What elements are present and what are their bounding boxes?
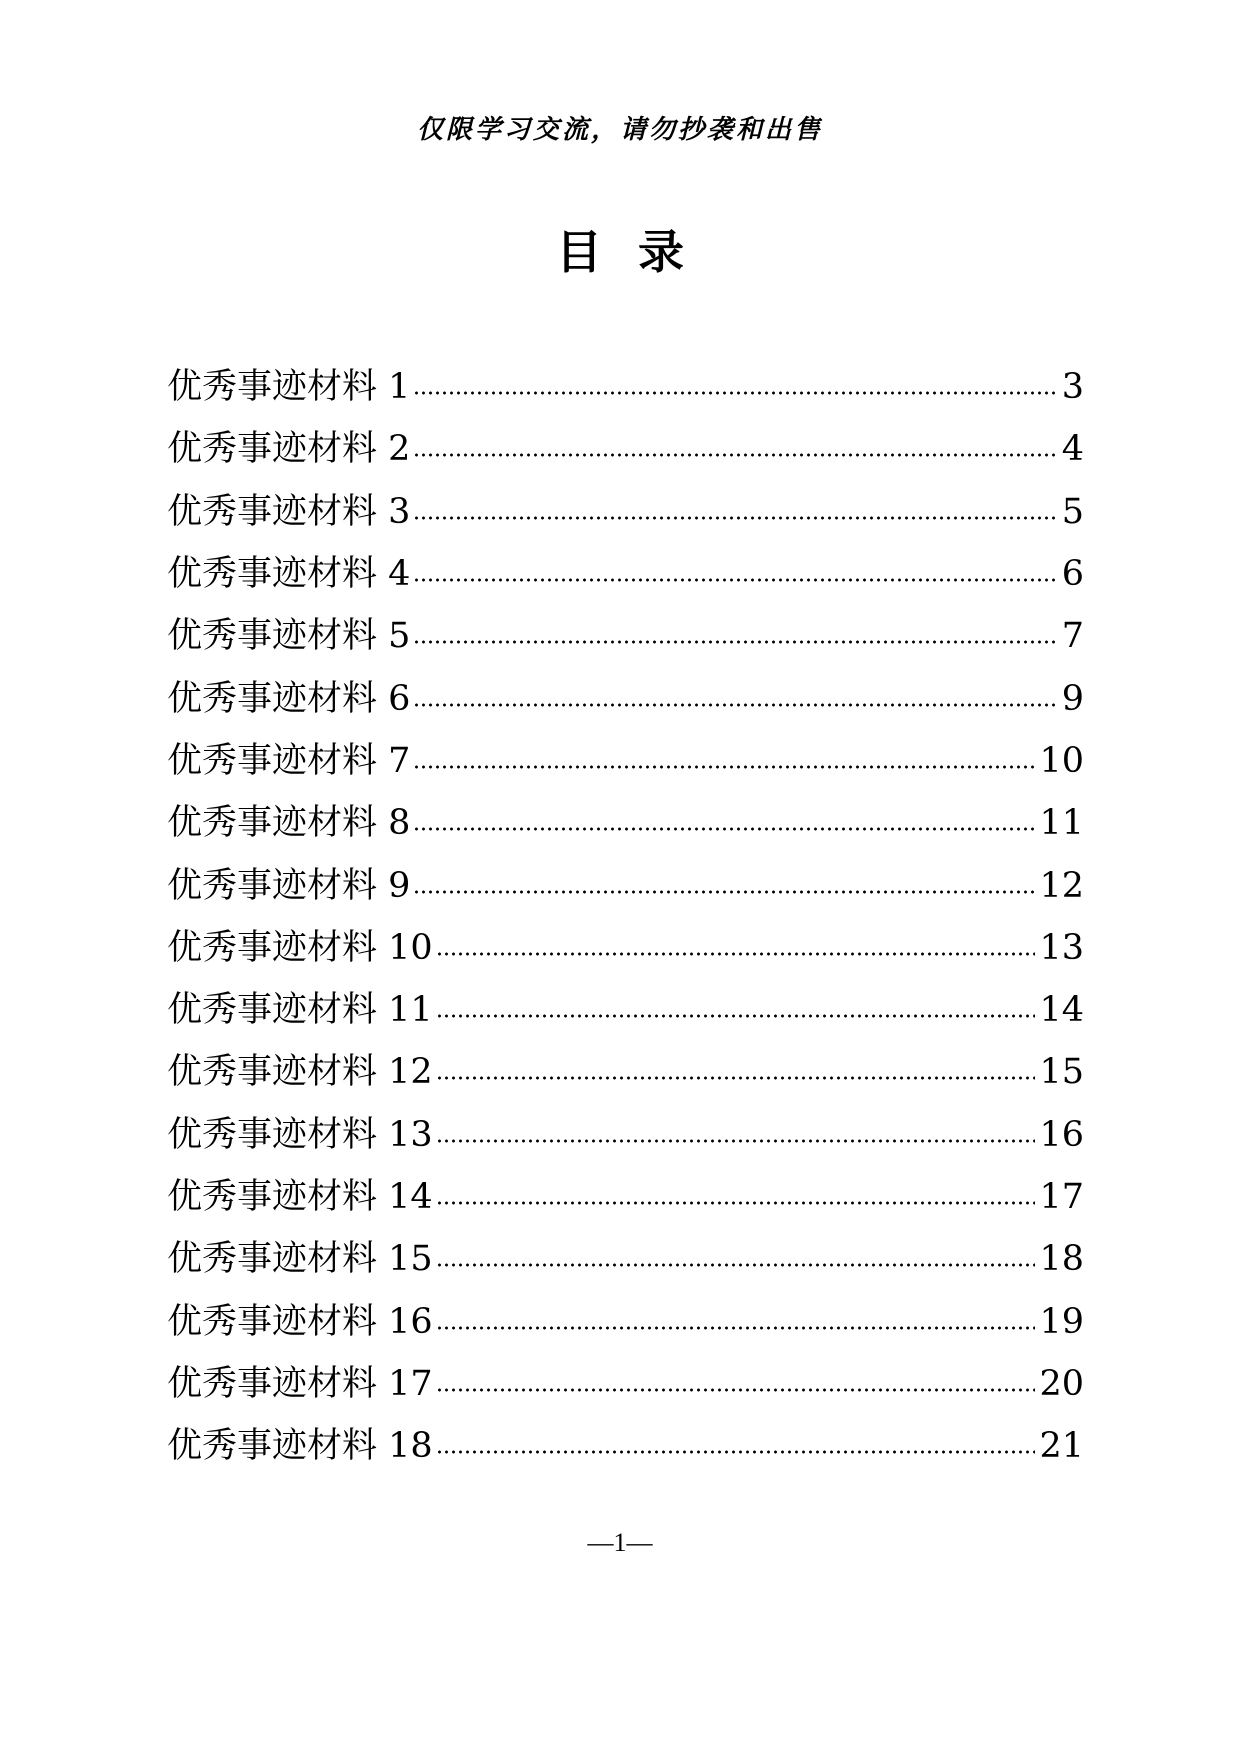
toc-leader-dots bbox=[413, 827, 1035, 831]
toc-leader-dots bbox=[436, 1076, 1036, 1080]
toc-entry[interactable] bbox=[167, 418, 1084, 480]
copyright-notice: 仅限学习交流，请勿抄袭和出售 bbox=[416, 115, 823, 145]
toc-entry[interactable] bbox=[167, 1415, 1084, 1477]
toc-entry-page: 4 bbox=[1061, 429, 1084, 470]
toc-entry-page: 21 bbox=[1039, 1426, 1084, 1467]
toc-leader-dots bbox=[436, 1388, 1036, 1392]
toc-entry[interactable] bbox=[167, 917, 1084, 979]
toc-leader-dots bbox=[436, 1201, 1036, 1205]
toc-entry-label: 优秀事迹材料 1 bbox=[167, 367, 411, 408]
toc-entry-page: 13 bbox=[1039, 927, 1084, 968]
toc-entry[interactable] bbox=[167, 730, 1084, 792]
toc-entry-label: 优秀事迹材料 15 bbox=[167, 1239, 433, 1280]
toc-entry-label: 优秀事迹材料 7 bbox=[167, 740, 411, 781]
toc-entry-page: 15 bbox=[1039, 1052, 1084, 1093]
toc-leader-dots bbox=[413, 703, 1057, 707]
toc-entry[interactable] bbox=[167, 356, 1084, 418]
toc-entry-page: 18 bbox=[1039, 1239, 1084, 1280]
toc-entry-page: 10 bbox=[1039, 740, 1084, 781]
toc-leader-dots bbox=[413, 453, 1057, 457]
toc-entry[interactable] bbox=[167, 1290, 1084, 1352]
toc-entry-label: 优秀事迹材料 16 bbox=[167, 1301, 433, 1342]
toc-leader-dots bbox=[436, 1450, 1036, 1454]
toc-list bbox=[167, 356, 1084, 1477]
toc-entry-label: 优秀事迹材料 9 bbox=[167, 865, 411, 906]
toc-leader-dots bbox=[413, 516, 1057, 520]
toc-entry-page: 16 bbox=[1039, 1114, 1084, 1155]
toc-entry[interactable] bbox=[167, 1041, 1084, 1103]
toc-entry-label: 优秀事迹材料 8 bbox=[167, 803, 411, 844]
toc-entry-page: 5 bbox=[1061, 491, 1084, 532]
page-number: —1— bbox=[587, 1528, 653, 1557]
toc-entry[interactable] bbox=[167, 1353, 1084, 1415]
toc-entry-page: 17 bbox=[1039, 1177, 1084, 1217]
toc-entry-page: 9 bbox=[1061, 678, 1084, 719]
toc-entry-page: 20 bbox=[1039, 1363, 1084, 1404]
toc-entry-page: 6 bbox=[1061, 554, 1084, 595]
toc-leader-dots bbox=[436, 1263, 1036, 1267]
toc-entry[interactable] bbox=[167, 792, 1084, 854]
toc-entry-label: 优秀事迹材料 17 bbox=[167, 1363, 433, 1404]
toc-entry-page: 11 bbox=[1039, 803, 1084, 844]
toc-leader-dots bbox=[436, 1326, 1036, 1330]
toc-leader-dots bbox=[413, 890, 1035, 894]
toc-entry-label: 优秀事迹材料 5 bbox=[167, 616, 411, 657]
toc-entry-label: 优秀事迹材料 14 bbox=[167, 1177, 433, 1217]
toc-entry[interactable] bbox=[167, 667, 1084, 729]
toc-entry-label: 优秀事迹材料 3 bbox=[167, 491, 411, 532]
toc-entry-label: 优秀事迹材料 6 bbox=[167, 678, 411, 719]
toc-entry[interactable] bbox=[167, 979, 1084, 1041]
toc-entry-label: 优秀事迹材料 12 bbox=[167, 1052, 433, 1093]
toc-entry[interactable] bbox=[167, 1104, 1084, 1166]
toc-leader-dots bbox=[436, 1139, 1036, 1143]
toc-leader-dots bbox=[436, 1014, 1036, 1018]
toc-leader-dots bbox=[413, 391, 1057, 395]
toc-entry[interactable] bbox=[167, 1228, 1084, 1290]
toc-title: 目录 bbox=[556, 225, 720, 279]
toc-leader-dots bbox=[413, 765, 1035, 769]
toc-entry-label: 优秀事迹材料 4 bbox=[167, 554, 411, 595]
toc-entry-page: 19 bbox=[1039, 1301, 1084, 1342]
toc-entry-page: 3 bbox=[1061, 367, 1084, 408]
toc-entry-page: 14 bbox=[1039, 990, 1084, 1031]
toc-entry-label: 优秀事迹材料 11 bbox=[167, 990, 433, 1031]
toc-leader-dots bbox=[413, 578, 1057, 582]
toc-entry[interactable] bbox=[167, 854, 1084, 916]
toc-entry[interactable] bbox=[167, 605, 1084, 667]
toc-entry[interactable] bbox=[167, 481, 1084, 543]
toc-leader-dots bbox=[436, 952, 1036, 956]
toc-entry[interactable] bbox=[167, 543, 1084, 605]
toc-entry-label: 优秀事迹材料 2 bbox=[167, 429, 411, 470]
toc-leader-dots bbox=[413, 640, 1057, 644]
toc-entry-label: 优秀事迹材料 13 bbox=[167, 1114, 433, 1155]
toc-entry[interactable] bbox=[167, 1166, 1084, 1228]
toc-entry-page: 12 bbox=[1039, 865, 1084, 906]
toc-entry-label: 优秀事迹材料 10 bbox=[167, 927, 433, 968]
toc-entry-label: 优秀事迹材料 18 bbox=[167, 1426, 433, 1467]
toc-entry-page: 7 bbox=[1061, 616, 1084, 657]
